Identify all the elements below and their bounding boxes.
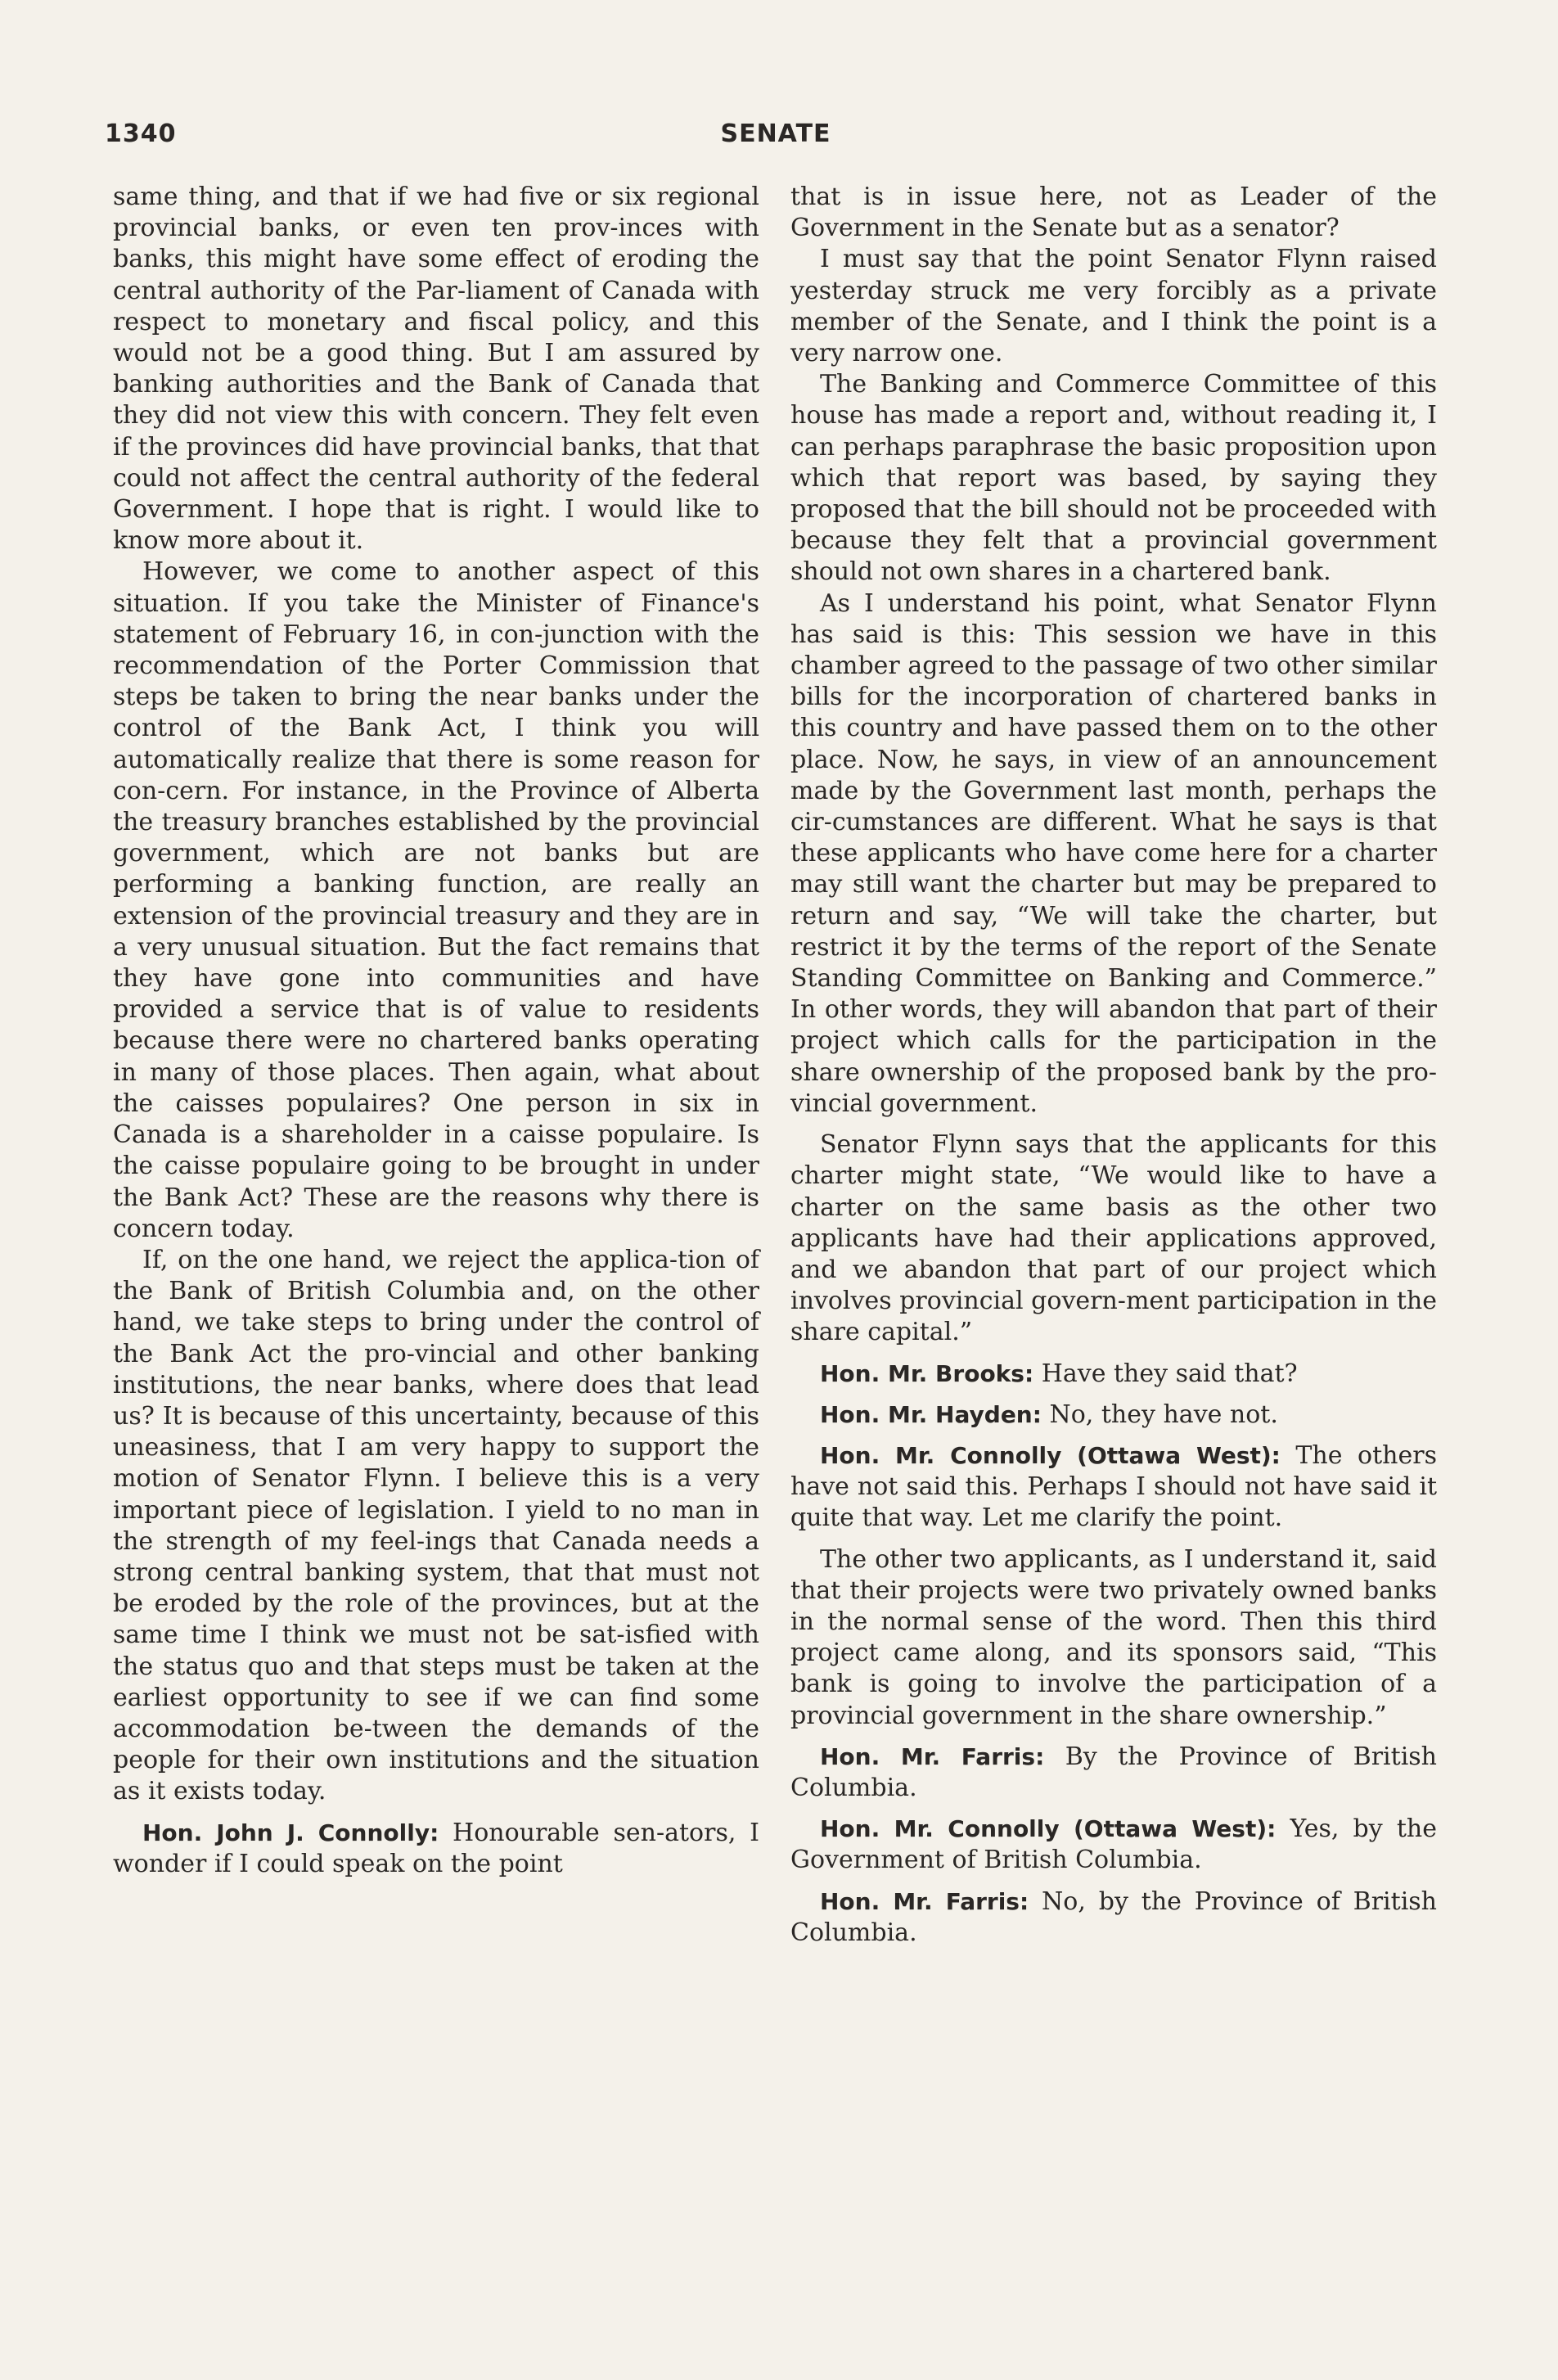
paragraph-text: Have they said that?: [1041, 1359, 1298, 1388]
paragraph-text: However, we come to another aspect of this situation. If you take the Minister of Finance's statement of February 16, in con-junction with the recommendation of the Porter Commission that steps be taken to bring the near banks under the control of the Bank Act, I think you will automatically realize that there is some reason for con-cern. For instance, in the Province of Alberta the treasury branches established by the provincial government, which are not banks but are performing a banking function, are really an extension of the provincial treasury and they are in a very unusual situation. But the fact remains that they have gone into communities and have provided a service that is of value to residents because there were no chartered banks operating in many of those places. Then again, what about the caisses populaires? One person in six in Canada is a shareholder in a caisse populaire. Is the caisse populaire going to be brought in under the Bank Act? These are the reasons why there is concern today.: [113, 557, 759, 1243]
paragraph-text: If, on the one hand, we reject the applica-tion of the Bank of British Columbia and, on the other hand, we take steps to bring under the control of the Bank Act the pro-vincial and other banking institutions, the near banks, where does that lead us? It is because of this uncertainty, because of this uneasiness, that I am very happy to support the motion of Senator Flynn. I believe this is a very important piece of legislation. I yield to no man in the strength of my feel-ings that Canada needs a strong central banking system, that that must not be eroded by the role of the provinces, but at the same time I think we must not be sat-isfied with the status quo and that steps must be taken at the earliest opportunity to see if we can find some accommodation be-tween the demands of the people for their own institutions and the situation as it exists today.: [113, 1245, 759, 1806]
paragraph-text: same thing, and that if we had five or six regional provincial banks, or even ten prov-inces with banks, this might have some effect of eroding the central authority of the Par-liament of Canada with respect to monetary and fiscal policy, and this would not be a good thing. But I am assured by banking authorities and the Bank of Canada that they did not view this with concern. They felt even if the provinces did have provincial banks, that that could not affect the central authority of the federal Government. I hope that is right. I would like to know more about it.: [113, 183, 759, 556]
paragraph-text: The others have not said this. Perhaps I should not have said it quite that way. Let me clarify the point.: [790, 1440, 1437, 1533]
speech-paragraph: [790, 1400, 1437, 1431]
speaker-name: Hon. John J. Connolly:: [142, 1819, 439, 1846]
speaker-name: Hon. Mr. Connolly (Ottawa West):: [820, 1815, 1277, 1843]
paragraph-text: As I understand his point, what Senator Flynn has said is this: This session we have in this chamber agreed to the passage of two other similar bills for the incorporation of chartered banks in this country and have passed them on to the other place. Now, he says, in view of an announcement made by the Government last month, perhaps the cir-cumstances are different. What he says is that these applicants who have come here for a charter may still want the charter but may be prepared to return and say, “We will take the charter, but restrict it by the terms of the report of the Senate Standing Committee on Banking and Commerce.” In other words, they will abandon that part of their project which calls for the participation in the share ownership of the proposed bank by the pro-vincial government.: [790, 588, 1437, 1118]
speaker-name: Hon. Mr. Hayden:: [820, 1400, 1042, 1428]
paragraph-text: Honourable sen-ators, I wonder if I could speak on the point: [113, 1818, 759, 1878]
paragraph-text: I must say that the point Senator Flynn raised yesterday struck me very forcibly as a private member of the Senate, and I think the point is a very narrow one.: [790, 245, 1437, 368]
paragraph: [790, 1544, 1437, 1732]
paragraph-text: No, by the Province of British Columbia.: [790, 1886, 1438, 1947]
paragraph-text: The other two applicants, as I understand it, said that their projects were two privately owned banks in the normal sense of the word. Then this third project came along, and its sponsors said, “This bank is going to involve the participation of a provincial government in the share ownership.”: [790, 1544, 1437, 1730]
speech-paragraph: [790, 1440, 1437, 1535]
paragraph-text: that is in issue here, not as Leader of the Government in the Senate but as a senator?: [790, 183, 1437, 243]
paragraph-text: The Banking and Commerce Committee of this house has made a report and, without reading it, I can perhaps paraphrase the basic proposition upon which that report was based, by saying they proposed that the bill should not be proceeded with because they felt that a provincial government should not own shares in a chartered bank.: [790, 370, 1437, 587]
paragraph: [113, 557, 759, 1244]
speech-paragraph: [790, 1814, 1437, 1876]
speech-paragraph: [790, 1359, 1437, 1390]
speech-paragraph: [790, 1742, 1437, 1804]
speaker-name: Hon. Mr. Brooks:: [820, 1359, 1034, 1387]
paragraph: [790, 369, 1437, 588]
paragraph: [790, 1129, 1437, 1348]
running-head: SENATE: [720, 119, 831, 148]
page-number: 1340: [105, 119, 177, 148]
right-column: [790, 182, 1437, 1949]
page-header: [105, 115, 1447, 156]
speech-paragraph: [790, 1886, 1437, 1949]
paragraph: [790, 182, 1437, 244]
paragraph-text: By the Province of British Columbia.: [790, 1742, 1438, 1802]
left-column: [113, 182, 759, 1880]
paragraph-text: Senator Flynn says that the applicants for this charter might state, “We would like to have a charter on the same basis as the other two applicants have had their applications approved, and we abandon that part of our project which involves provincial govern-ment participation in the share capital.”: [790, 1130, 1437, 1347]
speech-paragraph: [113, 1818, 759, 1880]
paragraph: [113, 182, 759, 557]
paragraph-text: No, they have not.: [1049, 1400, 1278, 1429]
speaker-name: Hon. Mr. Connolly (Ottawa West):: [820, 1441, 1281, 1469]
speaker-name: Hon. Mr. Farris:: [820, 1742, 1045, 1770]
paragraph: [113, 1245, 759, 1808]
paragraph: [790, 244, 1437, 369]
paragraph-text: Yes, by the Government of British Columbia.: [790, 1814, 1437, 1875]
speaker-name: Hon. Mr. Farris:: [820, 1887, 1029, 1915]
paragraph: [790, 588, 1437, 1120]
